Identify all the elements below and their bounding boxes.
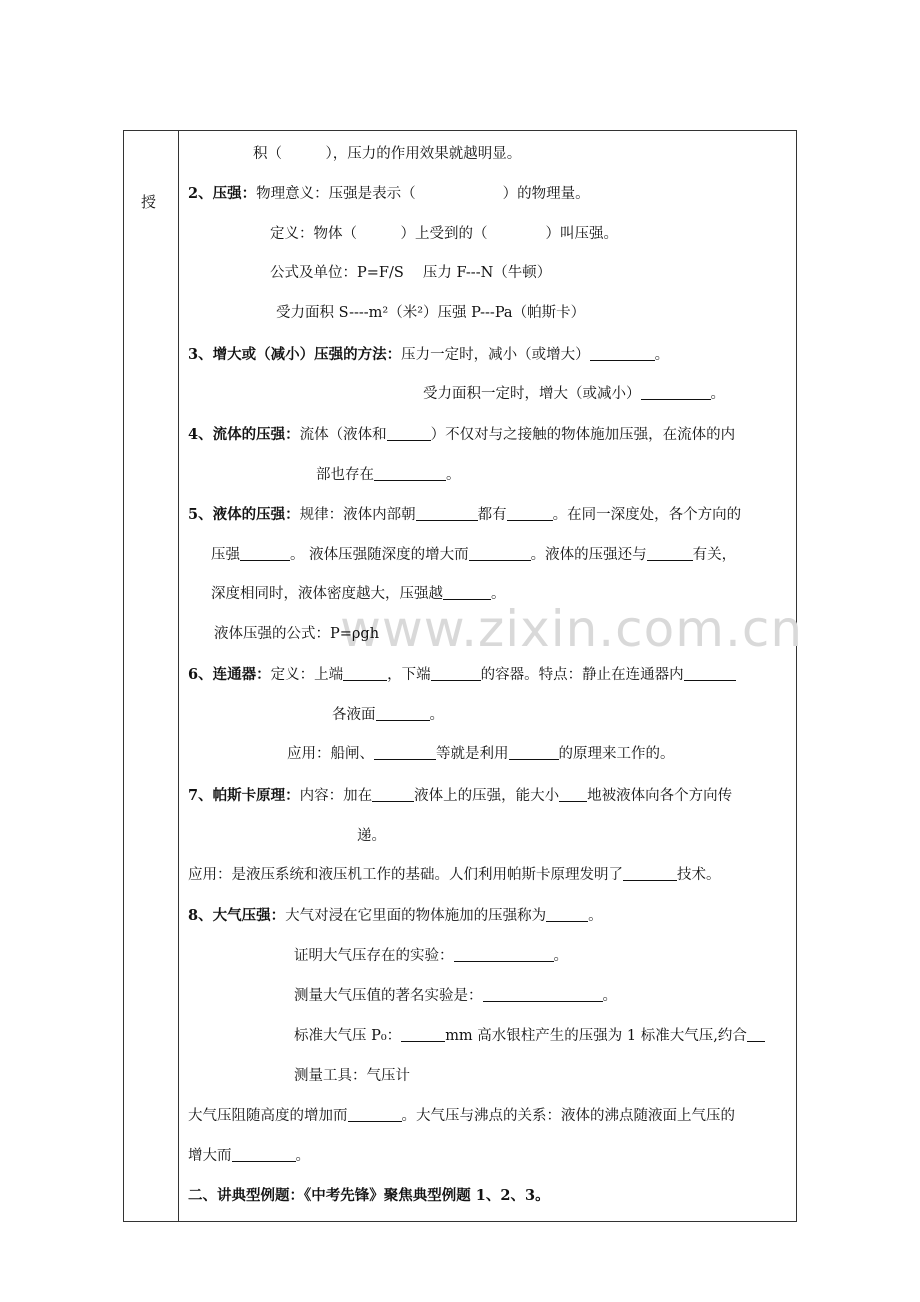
blank [509, 745, 559, 760]
text: 。液体的压强还与 [530, 547, 647, 563]
blank [507, 506, 553, 521]
line-12 [211, 585, 506, 603]
heading-methods: 3、增大或（减小）压强的方法： [188, 346, 402, 363]
blank [374, 466, 446, 481]
text: 压强 [211, 547, 240, 563]
line-7 [423, 385, 725, 403]
line-21 [294, 947, 568, 965]
text: 。 [491, 586, 506, 602]
text: 定义：上端 [270, 667, 344, 683]
line-3: 定义：物体（ ）上受到的（ ）叫压强。 [270, 226, 618, 242]
heading-atmospheric: 8、大气压强： [188, 907, 286, 924]
line-8 [188, 426, 735, 444]
column-divider [178, 130, 179, 1222]
line-18: 递。 [357, 828, 386, 844]
line-14 [188, 666, 736, 684]
text: 等就是利用 [436, 746, 509, 762]
line-11 [211, 546, 736, 564]
text: 都有 [477, 507, 507, 523]
text: 。大气压与沸点的关系：液体的沸点随液面上气压的 [401, 1108, 735, 1124]
line-10 [188, 506, 741, 524]
text: ，下端 [387, 667, 431, 683]
text: 规律：液体内部朝 [299, 507, 416, 523]
text: mm 高水银柱产生的压强为 1 标准大气压,约合 [445, 1028, 747, 1044]
blank [641, 385, 711, 400]
blank [348, 1107, 402, 1122]
text: 技术。 [677, 867, 721, 883]
text: 深度相同时，液体密度越大，压强越 [211, 586, 443, 602]
text: 液体上的压强，能大小 [414, 788, 560, 804]
line-1: 积（ ），压力的作用效果就越明显。 [253, 146, 522, 162]
blank [559, 787, 587, 802]
text: 地被液体向各个方向传 [587, 788, 733, 804]
blank [376, 706, 430, 721]
text: 。 [602, 988, 617, 1004]
text: 大气对浸在它里面的物体施加的压强称为 [285, 908, 547, 924]
heading-communicating: 6、连通器： [188, 666, 271, 683]
text: 大气压阻随高度的增加而 [188, 1108, 348, 1124]
text: 。 [295, 1148, 310, 1164]
blank [747, 1027, 765, 1042]
blank [590, 346, 655, 361]
heading-pressure: 2、压强： [188, 185, 257, 202]
text: 。 液体压强随深度的增大而 [290, 547, 469, 563]
watermark: www.zixin.com.cn [340, 600, 804, 658]
text: 物理意义：压强是表示（ ）的物理量。 [256, 186, 590, 202]
blank [483, 987, 603, 1002]
blank [443, 585, 491, 600]
text: 有关， [692, 547, 737, 563]
text: 测量大气压值的著名实验是： [294, 988, 483, 1004]
line-9 [316, 466, 461, 484]
line-15 [332, 706, 444, 724]
text: 证明大气压存在的实验： [294, 948, 454, 964]
line-27-section-heading: 二、讲典型例题：《中考先锋》聚焦典型例题 1、2、3。 [188, 1187, 550, 1204]
blank [416, 506, 478, 521]
blank [469, 546, 531, 561]
heading-liquid: 5、液体的压强： [188, 506, 300, 523]
text: 。在同一深度处，各个方向的 [552, 507, 742, 523]
blank [232, 1147, 296, 1162]
blank [454, 947, 554, 962]
text: 。 [710, 386, 725, 402]
text: 。 [446, 467, 461, 483]
blank [623, 866, 677, 881]
text: 各液面 [332, 707, 376, 723]
line-19 [188, 866, 721, 884]
text: 增大而 [188, 1148, 232, 1164]
line-23 [294, 1027, 765, 1045]
blank [374, 745, 436, 760]
text: 部也存在 [316, 467, 374, 483]
line-24: 测量工具：气压计 [294, 1068, 410, 1084]
text: 内容：加在 [299, 788, 373, 804]
blank [387, 426, 431, 441]
blank [401, 1027, 445, 1042]
blank [546, 907, 588, 922]
line-17 [188, 787, 732, 805]
blank [684, 666, 736, 681]
text: 。 [553, 948, 568, 964]
text: ）不仅对与之接触的物体施加压强，在流体的内 [430, 427, 736, 443]
line-20 [188, 907, 603, 925]
text: 。 [429, 707, 444, 723]
line-13: 液体压强的公式：P=ρgh [214, 626, 380, 642]
text: 的原理来工作的。 [558, 746, 675, 762]
text: 标准大气压 P₀： [294, 1028, 402, 1044]
line-4: 公式及单位：P=F/S 压力 F---N（牛顿） [270, 265, 552, 281]
text: 受力面积一定时，增大（或减小） [423, 386, 641, 402]
line-16 [287, 745, 675, 763]
line-25 [188, 1107, 735, 1125]
text: 。 [588, 908, 603, 924]
blank [240, 546, 290, 561]
line-26 [188, 1147, 310, 1165]
line-5: 受力面积 S----m²（米²）压强 P---Pa（帕斯卡） [276, 305, 586, 321]
heading-fluid: 4、流体的压强： [188, 426, 300, 443]
heading-pascal: 7、帕斯卡原理： [188, 787, 300, 804]
blank [647, 546, 693, 561]
blank [372, 787, 414, 802]
blank [343, 666, 387, 681]
line-2 [188, 185, 590, 203]
text: 应用：是液压系统和液压机工作的基础。人们利用帕斯卡原理发明了 [188, 867, 623, 883]
text: 压力一定时，减小（或增大） [401, 347, 590, 363]
blank [431, 666, 481, 681]
text: 。 [654, 347, 670, 363]
text: 应用：船闸、 [287, 746, 374, 762]
text: 的容器。特点：静止在连通器内 [480, 667, 684, 683]
side-label: 授 [141, 193, 157, 211]
line-22 [294, 987, 617, 1005]
line-6 [188, 346, 669, 364]
text: 流体（液体和 [299, 427, 387, 443]
